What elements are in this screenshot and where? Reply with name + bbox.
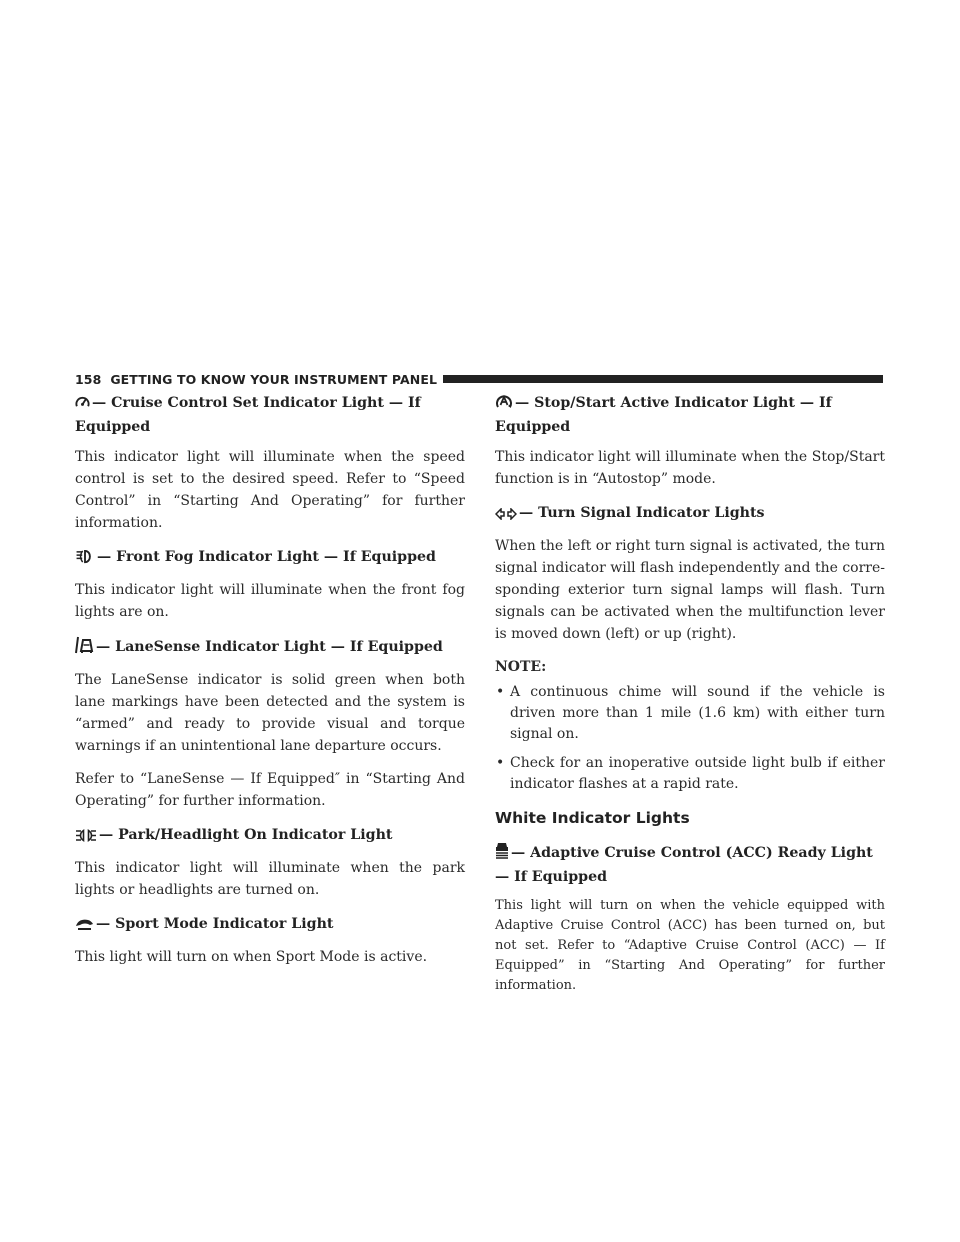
- fog-heading: [75, 547, 465, 571]
- sport-title: — Sport Mode Indicator Light: [96, 916, 334, 932]
- stopstart-heading: [495, 393, 885, 438]
- note-item: • A continuous chime will sound if the vehicle is driven more than 1 mile (1.6 km) with either turn signal on.: [495, 682, 885, 745]
- cruise-heading: [75, 393, 465, 438]
- turn-heading: [495, 503, 885, 527]
- cruise-body: This indicator light will illuminate when the speed control is set to the desired speed. Refer to “Speed Control” in “Starting And Operating” for further information.: [75, 449, 465, 531]
- park-headlight-icon: [75, 828, 97, 849]
- park-title: — Park/Headlight On Indicator Light: [99, 827, 393, 843]
- page-header: [75, 371, 883, 387]
- note-item: • Check for an inoperative outside light bulb if either indicator flashes at a rapid rate.: [495, 753, 885, 795]
- lanesense-title: — LaneSense Indicator Light — If Equipped: [96, 639, 443, 655]
- park-body: This indicator light will illuminate when the park lights or headlights are turned on.: [75, 860, 465, 898]
- front-fog-light-icon: [75, 549, 95, 571]
- note-list: [495, 682, 885, 795]
- acc-body: This light will turn on when the vehicle equipped with Adaptive Cruise Control (ACC) has been turned on, but not set. Refer to “Adaptive Cruise Control (ACC) — If Equipped” in “Starting And Operating” for further information.: [495, 898, 885, 993]
- fog-body: This indicator light will illuminate when the front fog lights are on.: [75, 582, 465, 620]
- stop-start-icon: [495, 393, 513, 417]
- turn-title: — Turn Signal Indicator Lights: [519, 505, 765, 521]
- adaptive-cruise-icon: [495, 841, 509, 867]
- header-rule: [443, 375, 883, 383]
- stopstart-title: — Stop/Start Active Indicator Light — If Equipped: [495, 395, 832, 435]
- white-indicator-heading: White Indicator Lights: [495, 809, 690, 827]
- fog-title: — Front Fog Indicator Light — If Equipped: [97, 549, 436, 565]
- lanesense-body-2: Refer to “LaneSense — If Equipped″ in “Starting And Operating” for further information.: [75, 771, 465, 809]
- lanesense-body-1: The LaneSense indicator is solid green when both lane markings have been detected and the system is “armed” and ready to provide visual and torque warnings if an unintentional lane departure occurs.: [75, 672, 465, 754]
- page-number: 158: [75, 371, 102, 387]
- park-heading: [75, 825, 465, 849]
- acc-heading: [495, 841, 885, 888]
- sport-body: This light will turn on when Sport Mode is active.: [75, 949, 428, 965]
- turn-body: When the left or right turn signal is activated, the turn signal indicator will flash independently and the corre- sponding exterior turn signal lamps will flash. Turn signals can be activated when the multifunction lever is moved down (left) or up (right).: [495, 538, 885, 642]
- cruise-control-icon: [75, 395, 90, 417]
- cruise-title: — Cruise Control Set Indicator Light — If Equipped: [75, 395, 421, 435]
- lanesense-icon: [75, 636, 94, 661]
- lanesense-heading: [75, 636, 465, 661]
- note-label: NOTE:: [495, 659, 547, 675]
- right-column: [495, 393, 885, 996]
- acc-title: — Adaptive Cruise Control (ACC) Ready Light — If Equipped: [495, 845, 873, 885]
- left-column: [75, 393, 465, 968]
- sport-heading: [75, 914, 465, 938]
- sport-mode-icon: [75, 917, 94, 938]
- stopstart-body: This indicator light will illuminate when the Stop/Start function is in “Autostop” mode.: [495, 449, 885, 487]
- turn-signal-icon: [495, 506, 517, 527]
- section-title: GETTING TO KNOW YOUR INSTRUMENT PANEL: [110, 371, 438, 387]
- page-header-text: [75, 372, 443, 387]
